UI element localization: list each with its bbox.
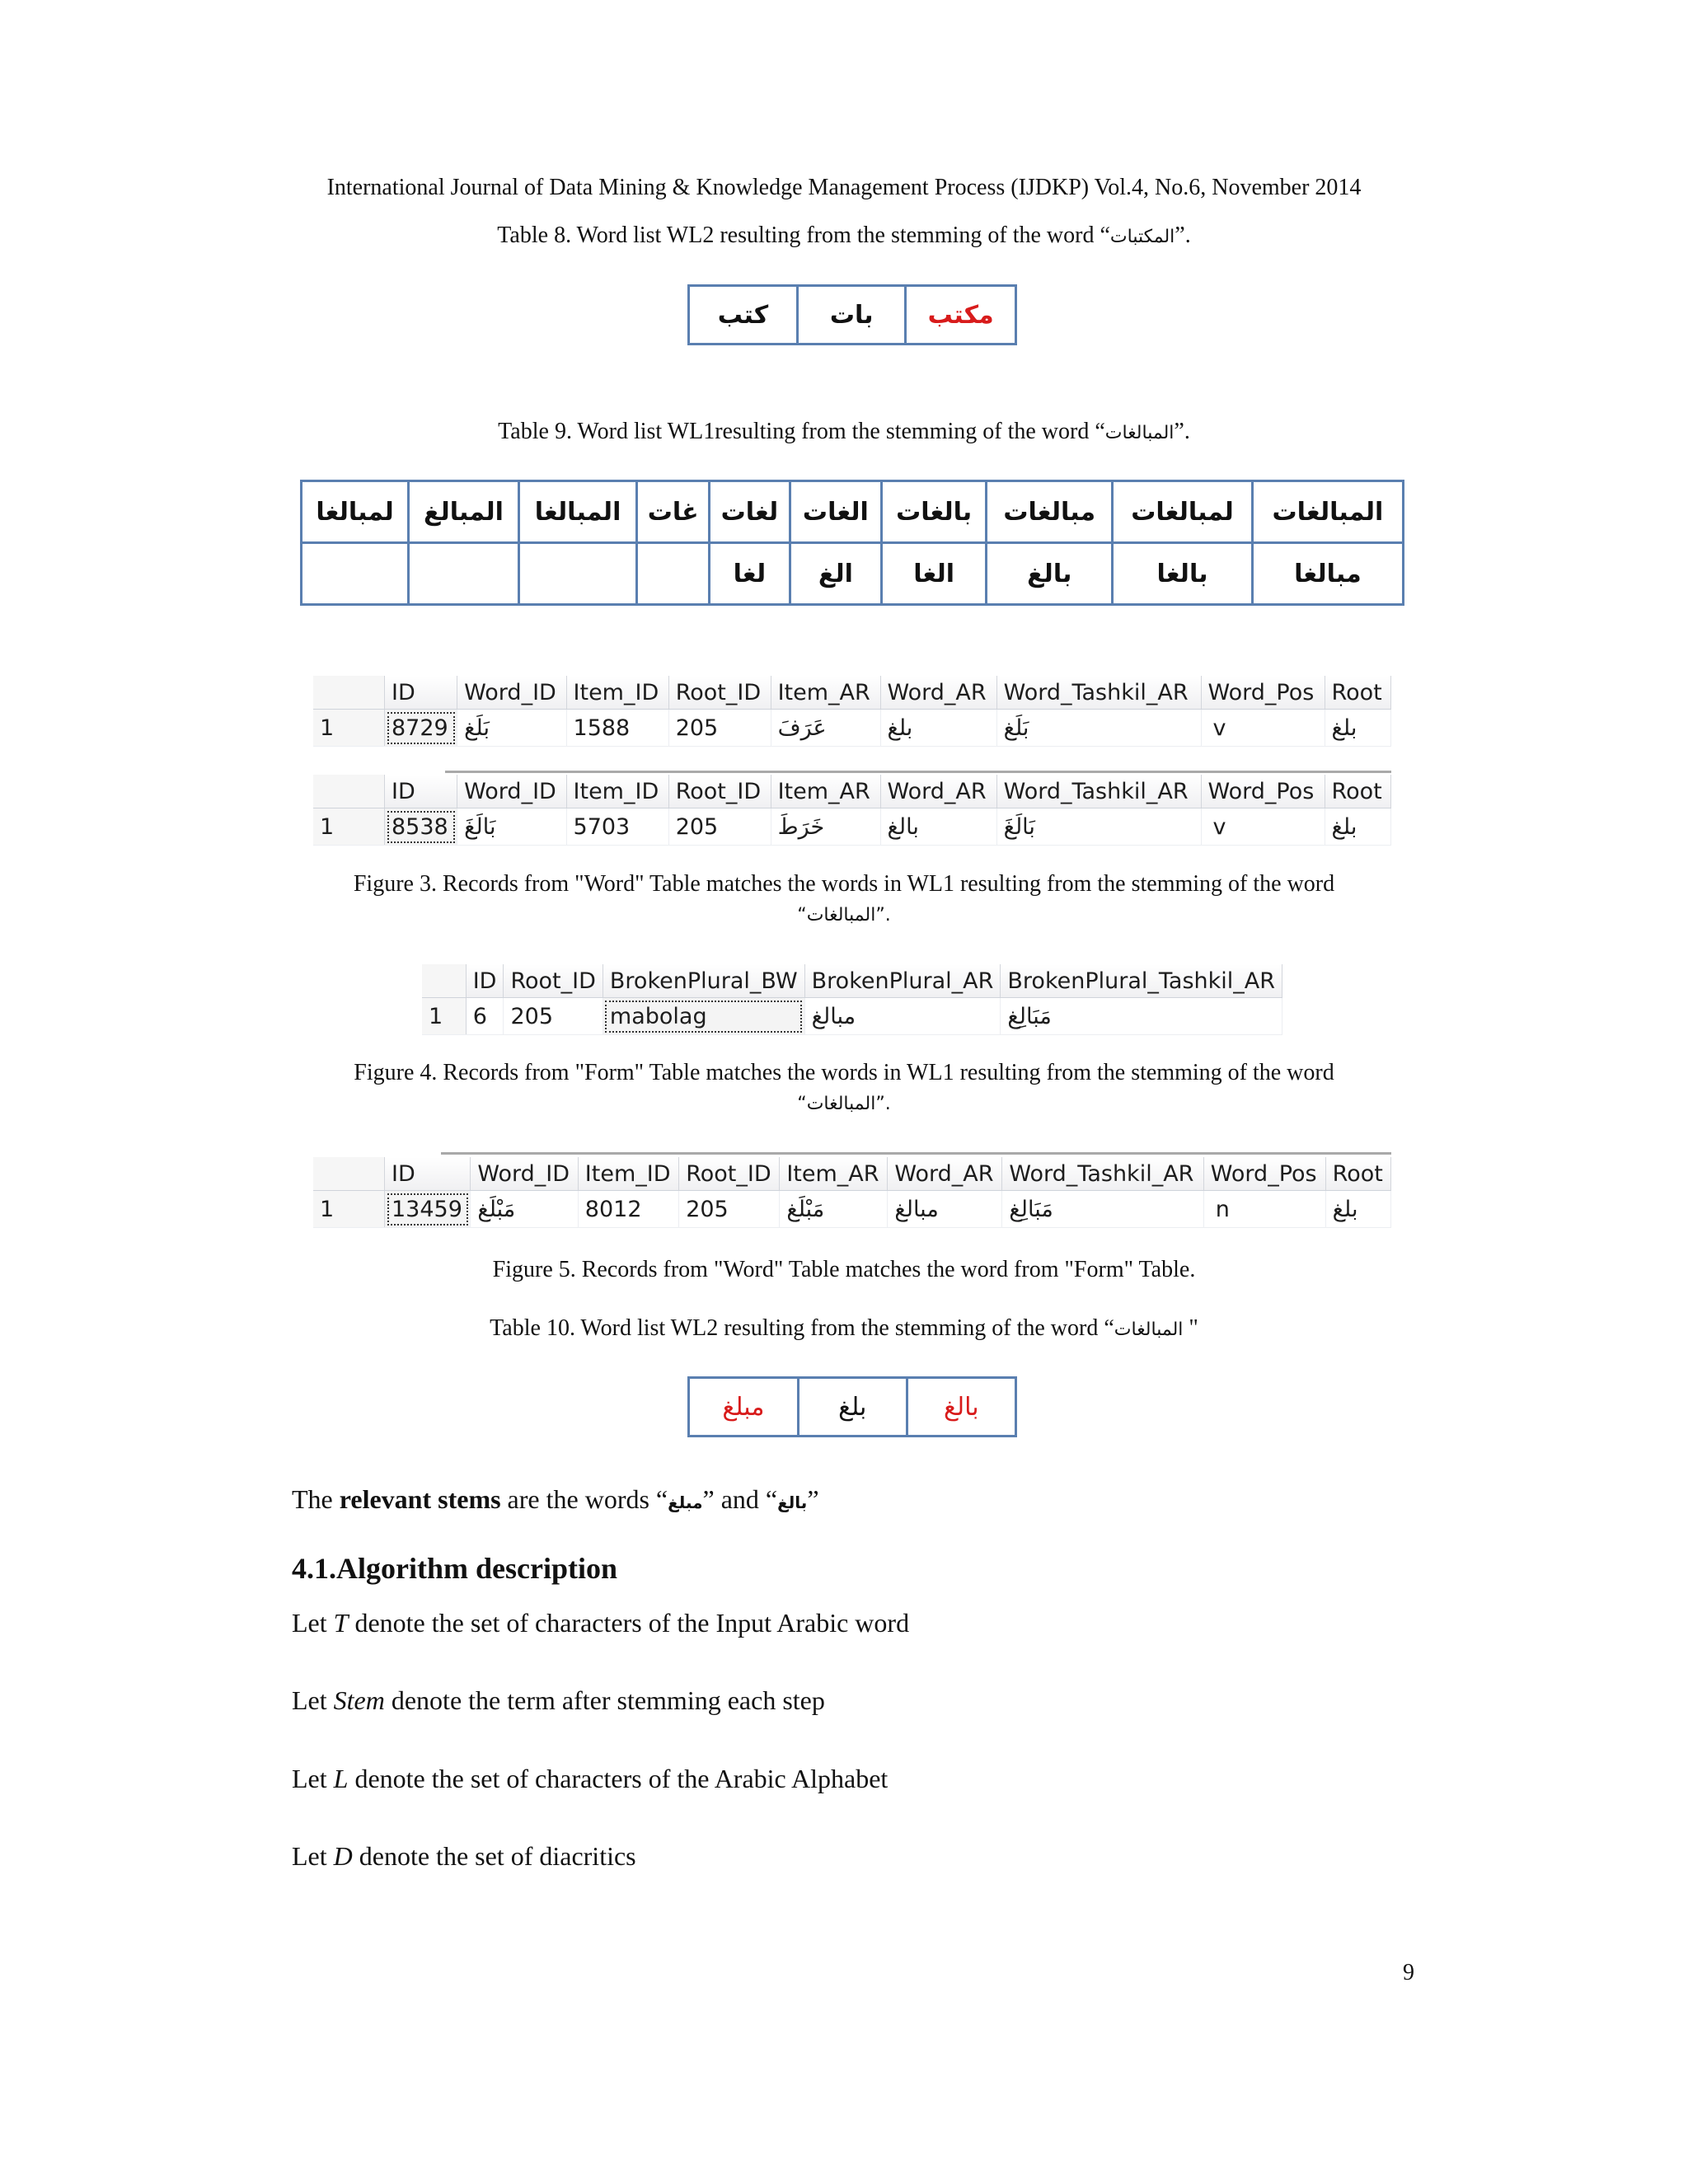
grid-header: ID	[385, 775, 457, 808]
grid-header: Word_ID	[457, 775, 566, 808]
grid-cell-word-tashkil[interactable]	[996, 710, 1201, 747]
table10-cell: مبلغ	[689, 1378, 799, 1436]
grid-cell-word-pos[interactable]: v	[1201, 808, 1325, 846]
table9-cell: المبالغات	[1252, 481, 1403, 543]
grid-cell-item-ar-value: خَرَطَ	[777, 813, 825, 840]
grid-cell-brokenplural-ar[interactable]	[804, 998, 1001, 1035]
figure3-grid-2	[313, 775, 1391, 846]
grid-header: Root_ID	[668, 775, 771, 808]
grid-cell-root-id[interactable]: 205	[668, 808, 771, 846]
grid-header: BrokenPlural_Tashkil_AR	[1001, 964, 1282, 998]
relevant-stems-sentence	[292, 1484, 819, 1515]
grid-header: ID	[385, 676, 457, 710]
grid-divider	[445, 771, 1391, 773]
grid-cell-id[interactable]: 6	[466, 998, 504, 1035]
grid-header: Word_Pos	[1201, 775, 1325, 808]
table9-caption-word: المبالغات	[1104, 423, 1175, 443]
definition-var: D	[333, 1841, 353, 1871]
definition-var: T	[333, 1608, 349, 1638]
table9-cell: مبالغات	[987, 481, 1113, 543]
table10	[687, 1376, 1017, 1437]
grid-header: Item_ID	[566, 676, 668, 710]
table9-cell: بالغات	[882, 481, 987, 543]
grid-header: Root_ID	[668, 676, 771, 710]
table8-caption-word: المكتبات	[1109, 227, 1175, 247]
grid-cell-word-tashkil-value: بَلَغ	[1003, 715, 1029, 741]
grid-cell-item-ar[interactable]	[771, 808, 880, 846]
definition-line	[292, 1764, 888, 1794]
grid-header: BrokenPlural_BW	[603, 964, 804, 998]
grid-header: Root	[1325, 676, 1390, 710]
table9-cell: غات	[637, 481, 710, 543]
figure3-caption	[0, 869, 1688, 931]
table8	[687, 284, 1017, 345]
grid-header: Word_ID	[457, 676, 566, 710]
grid-cell-word-tashkil-value: مَبَالِغ	[1009, 1196, 1053, 1222]
grid-cell-word-pos[interactable]: n	[1203, 1191, 1325, 1228]
table9-cell	[409, 543, 519, 605]
definition-post: denote the set of characters of the Arabic Alphabet	[348, 1764, 889, 1793]
figure3-grid-1	[313, 676, 1391, 747]
figure4-caption-line1: Figure 4. Records from "Form" Table matches the words in WL1 resulting from the stemming of the word	[354, 1060, 1334, 1085]
grid-header: Item_AR	[771, 676, 880, 710]
table10-caption-word: المبالغات	[1114, 1319, 1184, 1340]
definition-post: denote the term after stemming each step	[384, 1685, 825, 1715]
table9-cell: الغ	[790, 543, 881, 605]
grid-cell-id[interactable]: 13459	[385, 1191, 471, 1228]
grid-cell-brokenplural-tashkil-value: مَبَالِغ	[1007, 1003, 1052, 1029]
grid-cell-item-ar-value: عَرَفَ	[777, 715, 827, 741]
grid-cell-root-value: بلغ	[1332, 1196, 1358, 1222]
figure5-caption: Figure 5. Records from "Word" Table matches the word from "Form" Table.	[492, 1257, 1196, 1282]
grid-cell-item-id[interactable]: 5703	[566, 808, 668, 846]
grid-cell-brokenplural-bw[interactable]: mabolag	[603, 998, 804, 1035]
page-number: 9	[1403, 1960, 1414, 1985]
grid-cell-item-ar-value: مَبْلَغ	[786, 1196, 825, 1222]
section-heading: 4.1.Algorithm description	[292, 1552, 617, 1585]
table10-caption	[0, 1315, 1688, 1342]
definition-line	[292, 1685, 825, 1716]
grid-cell-word-tashkil[interactable]	[1002, 1191, 1203, 1228]
definition-line	[292, 1841, 636, 1872]
relevant-word-1: مبلغ	[668, 1493, 703, 1512]
grid-header: ID	[385, 1157, 471, 1191]
table9-cell: بالغ	[987, 543, 1113, 605]
definition-pre: Let	[292, 1841, 334, 1871]
table9-cell: الغات	[790, 481, 881, 543]
table8-caption-prefix: Table 8. Word list WL2 resulting from the stemming of the word “	[497, 223, 1110, 248]
grid-header: Item_ID	[566, 775, 668, 808]
table9-cell: لمبالغات	[1113, 481, 1253, 543]
grid-cell-word-ar-value: مبالغ	[894, 1196, 939, 1222]
grid-header: Root	[1325, 775, 1390, 808]
definition-var: Stem	[333, 1685, 385, 1715]
grid-cell-brokenplural-tashkil[interactable]	[1001, 998, 1282, 1035]
table9-caption	[0, 419, 1688, 445]
definition-pre: Let	[292, 1608, 334, 1638]
grid-cell-id[interactable]: 8538	[385, 808, 457, 846]
table8-caption	[0, 223, 1688, 249]
grid-cell-word-id-value: بَلَغ	[464, 715, 490, 741]
row-number: 1	[313, 1191, 385, 1228]
figure4-caption-line2: “المبالغات”.	[797, 1094, 891, 1114]
grid-header: Item_ID	[578, 1157, 678, 1191]
grid-cell-word-ar-value: بلغ	[887, 715, 913, 741]
grid-cell-id[interactable]: 8729	[385, 710, 457, 747]
grid-cell-item-id[interactable]: 1588	[566, 710, 668, 747]
grid-divider	[441, 1152, 1391, 1155]
grid-header: Item_AR	[771, 775, 880, 808]
definition-post: denote the set of characters of the Input Arabic word	[348, 1608, 910, 1638]
table9-caption-prefix: Table 9. Word list WL1resulting from the stemming of the word “	[498, 419, 1105, 444]
grid-cell-word-id-value: مَبْلَغ	[477, 1196, 516, 1222]
relevant-and: ” and “	[702, 1484, 778, 1514]
grid-header: Item_AR	[780, 1157, 888, 1191]
grid-header: Root	[1325, 1157, 1390, 1191]
grid-cell-word-id[interactable]	[457, 808, 566, 846]
figure4-grid	[422, 964, 1282, 1035]
grid-header: Root_ID	[504, 964, 603, 998]
table10-caption-suffix: "	[1183, 1315, 1198, 1341]
table9-cell: لغا	[710, 543, 790, 605]
table9-cell: لمبالغا	[302, 481, 409, 543]
relevant-bold: relevant stems	[339, 1484, 501, 1514]
table9-caption-suffix: ”.	[1174, 419, 1190, 444]
grid-cell-word-tashkil-value: بَالَغَ	[1003, 813, 1035, 840]
table9	[300, 480, 1404, 606]
grid-cell-root-id[interactable]: 205	[679, 1191, 780, 1228]
table9-cell: مبالغا	[1252, 543, 1403, 605]
table10-cell: بالغ	[907, 1378, 1015, 1436]
grid-cell-word-ar[interactable]	[880, 808, 996, 846]
grid-header: Word_Tashkil_AR	[996, 775, 1201, 808]
figure5-grid	[313, 1157, 1391, 1228]
grid-corner	[313, 775, 385, 808]
definition-post: denote the set of diacritics	[352, 1841, 636, 1871]
relevant-pre: The	[292, 1484, 340, 1514]
relevant-end: ”	[807, 1484, 819, 1514]
row-number: 1	[313, 710, 385, 747]
grid-cell-word-id[interactable]	[471, 1191, 578, 1228]
table9-cell: بالغا	[1113, 543, 1253, 605]
relevant-mid: are the words “	[500, 1484, 668, 1514]
row-number: 1	[422, 998, 466, 1035]
grid-header: Word_ID	[471, 1157, 578, 1191]
figure3-caption-line1: Figure 3. Records from "Word" Table matches the words in WL1 resulting from the stemming of the word	[353, 871, 1335, 897]
grid-cell-root[interactable]	[1325, 808, 1390, 846]
grid-header: ID	[466, 964, 504, 998]
table8-caption-suffix: ”.	[1175, 223, 1191, 248]
grid-cell-root-id[interactable]: 205	[668, 710, 771, 747]
grid-header: Word_Tashkil_AR	[996, 676, 1201, 710]
table9-cell	[302, 543, 409, 605]
definition-var: L	[333, 1764, 349, 1793]
grid-cell-root[interactable]	[1325, 710, 1390, 747]
grid-cell-root[interactable]	[1325, 1191, 1390, 1228]
definition-line	[292, 1608, 909, 1638]
definition-pre: Let	[292, 1685, 334, 1715]
figure3-caption-line2: “المبالغات”.	[797, 905, 891, 926]
grid-cell-word-id[interactable]	[457, 710, 566, 747]
grid-header: Word_AR	[880, 775, 996, 808]
grid-corner	[422, 964, 466, 998]
grid-header: Word_AR	[880, 676, 996, 710]
table9-cell: لغات	[710, 481, 790, 543]
table9-cell: المبالغا	[518, 481, 637, 543]
grid-cell-word-pos[interactable]: v	[1201, 710, 1325, 747]
grid-cell-item-ar[interactable]	[771, 710, 880, 747]
grid-cell-root-value: بلغ	[1331, 813, 1357, 840]
figure4-caption	[0, 1057, 1688, 1120]
grid-header: BrokenPlural_AR	[804, 964, 1001, 998]
grid-header: Word_Pos	[1201, 676, 1325, 710]
row-number: 1	[313, 808, 385, 846]
grid-corner	[313, 676, 385, 710]
relevant-word-2: بالغ	[777, 1493, 808, 1512]
definition-pre: Let	[292, 1764, 334, 1793]
grid-corner	[313, 1157, 385, 1191]
grid-cell-item-id[interactable]: 8012	[578, 1191, 678, 1228]
table9-cell: المبالغ	[409, 481, 519, 543]
grid-cell-brokenplural-ar-value: مبالغ	[811, 1003, 856, 1029]
journal-header: International Journal of Data Mining & Knowledge Management Process (IJDKP) Vol.4, No.6, November 2014	[326, 175, 1362, 200]
grid-cell-word-tashkil[interactable]	[996, 808, 1201, 846]
grid-header: Word_AR	[888, 1157, 1002, 1191]
grid-header: Word_Pos	[1203, 1157, 1325, 1191]
grid-header: Word_Tashkil_AR	[1002, 1157, 1203, 1191]
table10-caption-prefix: Table 10. Word list WL2 resulting from the stemming of the word “	[490, 1315, 1114, 1341]
table8-cell: كتب	[689, 286, 798, 344]
table8-cell: بات	[798, 286, 906, 344]
table9-cell: الغا	[882, 543, 987, 605]
grid-cell-item-ar[interactable]	[780, 1191, 888, 1228]
grid-cell-word-id-value: بَالَغَ	[464, 813, 496, 840]
table9-cell	[518, 543, 637, 605]
grid-cell-word-ar[interactable]	[880, 710, 996, 747]
grid-header: Root_ID	[679, 1157, 780, 1191]
grid-cell-word-ar[interactable]	[888, 1191, 1002, 1228]
grid-cell-root-id[interactable]: 205	[504, 998, 603, 1035]
grid-cell-root-value: بلغ	[1331, 715, 1357, 741]
table10-cell: بلغ	[798, 1378, 907, 1436]
table8-cell: مكتب	[906, 286, 1016, 344]
grid-cell-word-ar-value: بالغ	[887, 813, 919, 840]
table9-cell	[637, 543, 710, 605]
